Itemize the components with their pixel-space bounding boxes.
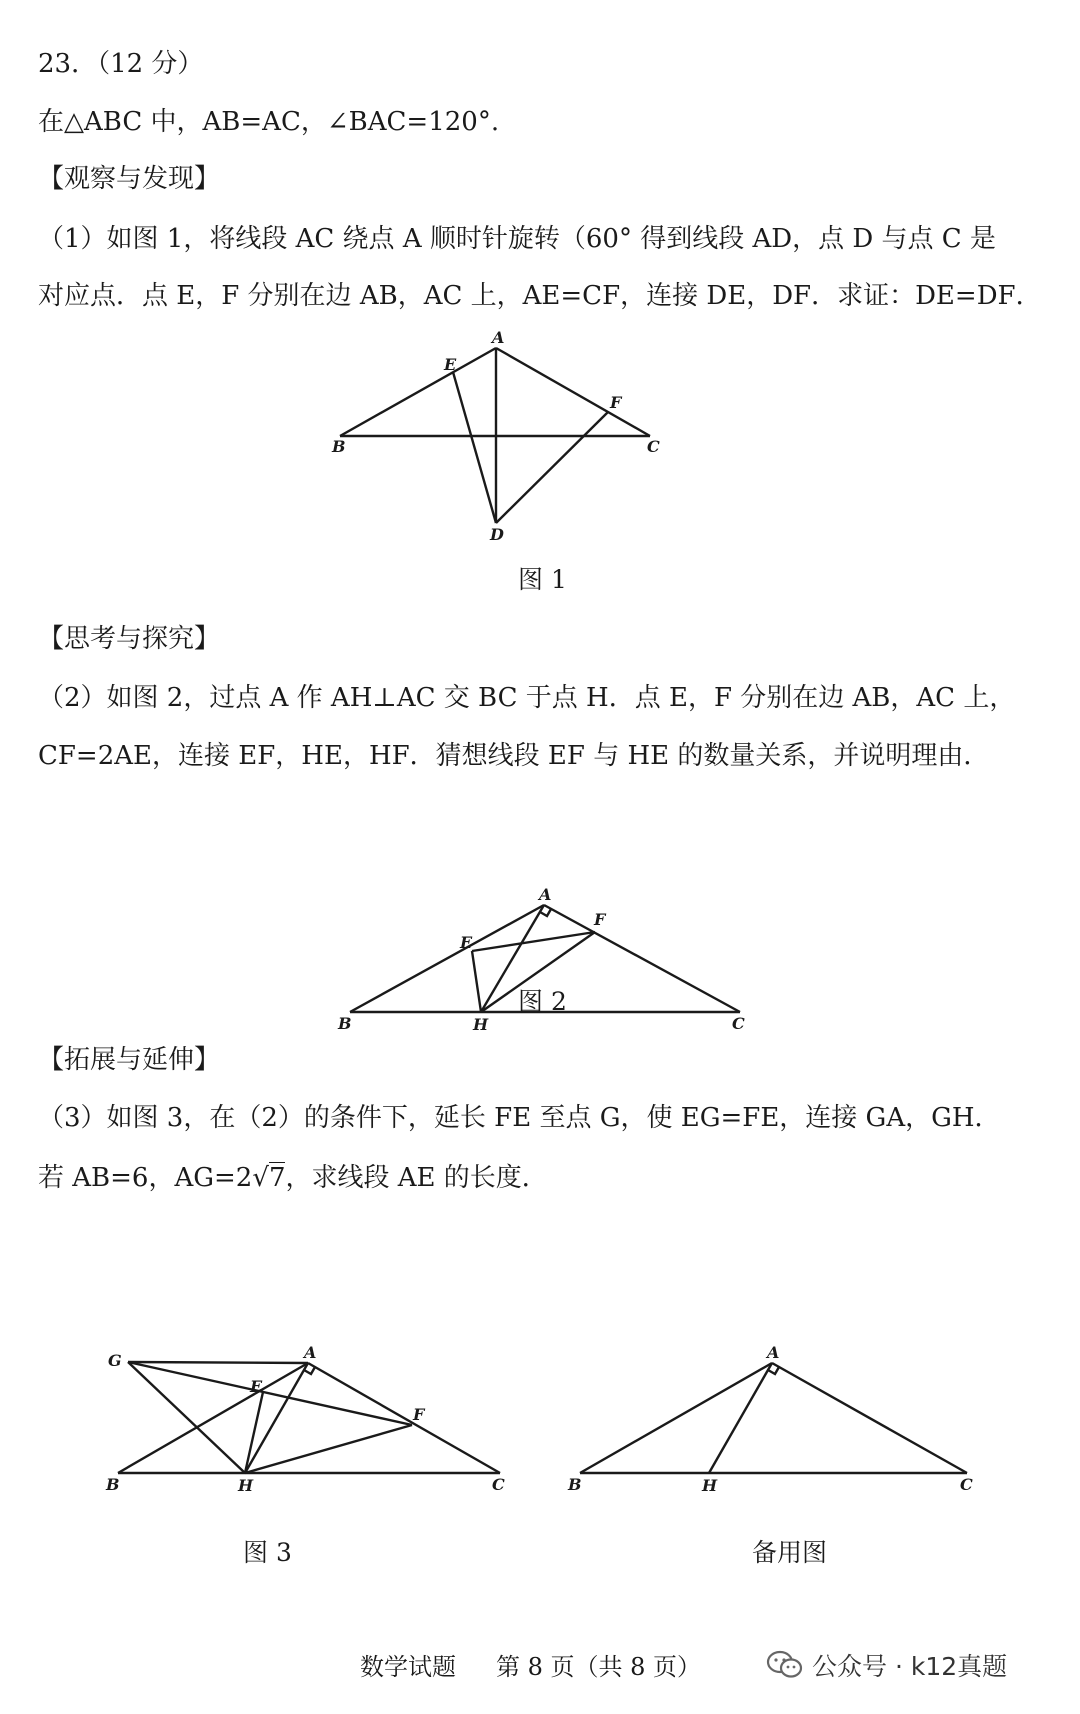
segment-ah — [709, 1363, 772, 1473]
figure-backup-caption: 备用图 — [752, 1538, 828, 1567]
point-label-c: C — [647, 437, 660, 456]
part2-text-line2: CF=2AE，连接 EF，HE，HF．猜想线段 EF 与 HE 的数量关系，并说明理由． — [38, 741, 990, 771]
footer-page-number: 第 8 页（共 8 页） — [496, 1653, 702, 1681]
segment-ac — [544, 905, 740, 1012]
segment-gf — [128, 1362, 412, 1425]
segment-ac — [772, 1363, 967, 1473]
part3-text-post: ，求线段 AE 的长度． — [285, 1163, 548, 1193]
section-heading-extend: 【拓展与延伸】 — [38, 1045, 221, 1075]
point-label-b: B — [106, 1475, 120, 1494]
point-label-h: H — [238, 1476, 254, 1495]
point-label-e: E — [250, 1377, 263, 1396]
segment-he — [472, 951, 481, 1012]
figure-3-caption: 图 3 — [243, 1538, 292, 1567]
figure-2-caption: 图 2 — [518, 987, 567, 1016]
point-label-g: G — [108, 1351, 122, 1370]
section-heading-explore: 【思考与探究】 — [38, 624, 221, 654]
figure-1-caption: 图 1 — [518, 565, 567, 594]
point-label-a: A — [767, 1343, 780, 1362]
point-label-c: C — [492, 1475, 505, 1494]
page-footer — [360, 1652, 741, 1682]
part1-text-line1: （1）如图 1，将线段 AC 绕点 A 顺时针旋转（60° 得到线段 AD，点 D 与点 C 是 — [38, 224, 996, 254]
point-label-c: C — [960, 1475, 973, 1494]
point-label-h: H — [702, 1476, 718, 1495]
point-label-h: H — [473, 1015, 489, 1034]
section-heading-observe: 【观察与发现】 — [38, 164, 221, 194]
point-label-f: F — [594, 910, 606, 929]
point-label-b: B — [332, 437, 346, 456]
segment-df — [496, 412, 608, 523]
watermark-text: 公众号 · k12真题 — [812, 1652, 1008, 1681]
segment-he — [245, 1392, 263, 1473]
segment-ab — [340, 348, 496, 436]
part3-text-pre: 若 AB=6，AG=2 — [38, 1163, 253, 1193]
problem-given: 在△ABC 中，AB=AC，∠BAC=120°. — [38, 107, 500, 137]
point-label-d: D — [490, 525, 504, 544]
segment-ab — [580, 1363, 772, 1473]
point-label-e: E — [460, 933, 473, 952]
figure-backup — [562, 1340, 982, 1500]
watermark-brand — [766, 1645, 1007, 1685]
segment-ab — [350, 905, 544, 1012]
part3-text-line1: （3）如图 3，在（2）的条件下，延长 FE 至点 G，使 EG=FE，连接 GA，GH． — [38, 1103, 1001, 1133]
problem-number: 23．（12 分） — [38, 49, 204, 79]
segment-ga — [128, 1362, 308, 1363]
segment-ac — [308, 1363, 500, 1473]
point-label-a: A — [539, 885, 552, 904]
point-label-b: B — [338, 1014, 352, 1033]
part1-text-line2: 对应点．点 E，F 分别在边 AB，AC 上，AE=CF，连接 DE，DF．求证：DE=DF． — [38, 281, 1042, 311]
segment-hf — [245, 1425, 412, 1473]
point-label-c: C — [732, 1014, 745, 1033]
footer-subject: 数学试题 — [360, 1653, 456, 1681]
point-label-f: F — [413, 1405, 425, 1424]
point-label-a: A — [304, 1343, 317, 1362]
point-label-e: E — [444, 355, 457, 374]
part3-text-line2 — [38, 1161, 548, 1195]
sqrt-sign: √ — [252, 1163, 269, 1193]
segment-de — [453, 372, 496, 523]
figure-1 — [320, 328, 680, 553]
point-label-b: B — [568, 1475, 582, 1494]
segment-ac — [496, 348, 650, 436]
figure-3 — [100, 1340, 520, 1500]
point-label-f: F — [610, 393, 622, 412]
sqrt-radicand: 7 — [268, 1163, 286, 1193]
point-label-a: A — [492, 328, 505, 347]
wechat-icon — [766, 1650, 804, 1680]
part2-text-line1: （2）如图 2，过点 A 作 AH⊥AC 交 BC 于点 H．点 E，F 分别在边 AB，AC 上， — [38, 683, 1016, 713]
